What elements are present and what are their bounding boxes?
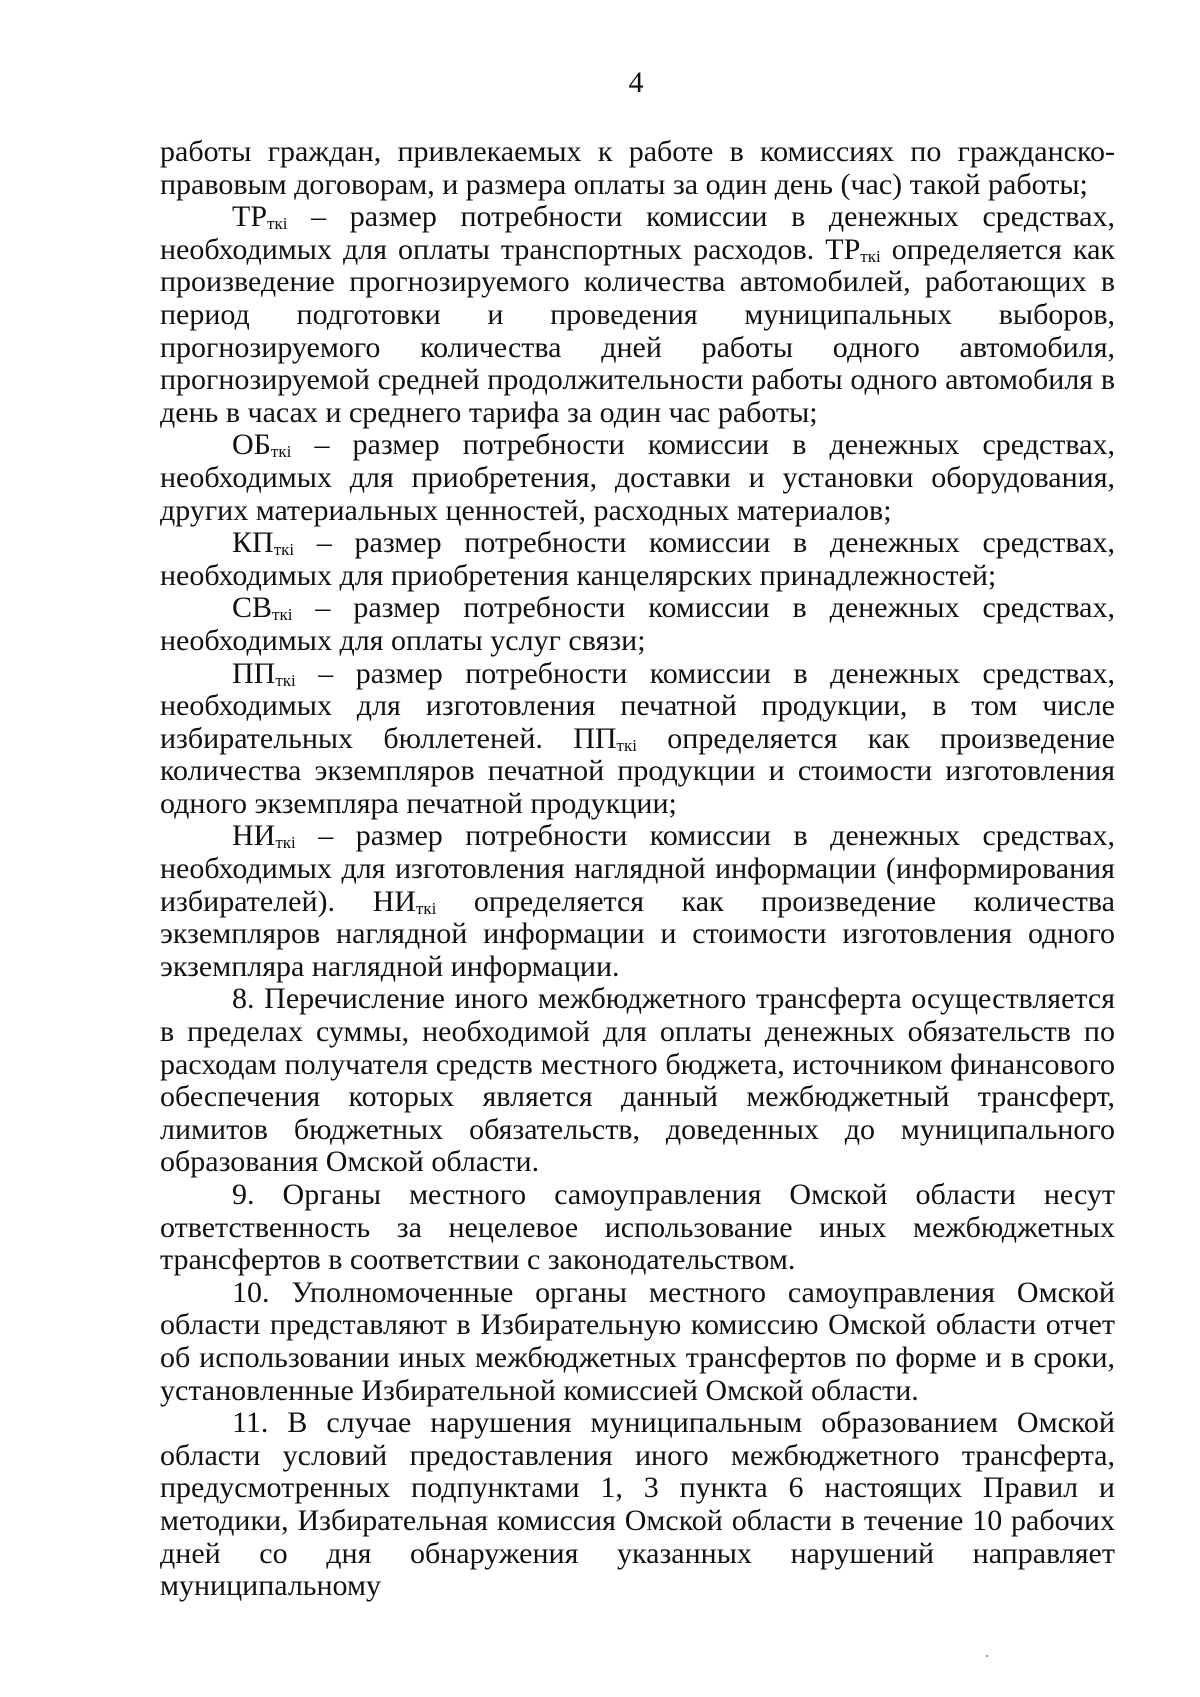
definition-tr: $ТР_{ткі}$ – размер потребности комиссии в денежных средствах, необходимых для оплаты транспортных расходов. $ТР_{ткі}$ определяется как произведение прогнозируемого количества автомобилей, работающих в период подготовки и проведения муниципальных выборов, прогнозируемого количества дней работы одного автомобиля, прогнозируемой средней продолжительности работы одного автомобиля в день в часах и среднего тарифа за один час работы; <box>160 200 1115 429</box>
paragraph-continuation: работы граждан, привлекаемых к работе в комиссиях по гражданско-правовым договорам, и размера оплаты за один день (час) такой работы; <box>160 135 1115 201</box>
definition-kp: $КП_{ткі}$ – размер потребности комиссии в денежных средствах, необходимых для приобретения канцелярских принадлежностей; <box>160 526 1115 592</box>
document-body <box>160 136 1115 1603</box>
definition-ni: $НИ_{ткі}$ – размер потребности комиссии в денежных средствах, необходимых для изготовления наглядной информации (информирования избирателей). $НИ_{ткі}$ определяется как произведение количества экземпляров наглядной информации и стоимости изготовления одного экземпляра наглядной информации. <box>160 819 1115 983</box>
definition-pp: $ПП_{ткі}$ – размер потребности комиссии в денежных средствах, необходимых для изготовления печатной продукции, в том числе избирательных бюллетеней. $ПП_{ткі}$ определяется как произведение количества экземпляров печатной продукции и стоимости изготовления одного экземпляра печатной продукции; <box>160 656 1115 820</box>
clause-10: 10. Уполномоченные органы местного самоуправления Омской области представляют в Избирательную комиссию Омской области отчет об использовании иных межбюджетных трансфертов по форме и в сроки, установленные Избирательной комиссией Омской области. <box>160 1275 1115 1407</box>
clause-9: 9. Органы местного самоуправления Омской области несут ответственность за нецелевое использование иных межбюджетных трансфертов в соответствии с законодательством. <box>160 1178 1115 1277</box>
page-number: 4 <box>628 66 644 99</box>
definition-sv: $СВ_{ткі}$ – размер потребности комиссии в денежных средствах, необходимых для оплаты услуг связи; <box>160 591 1115 657</box>
clause-11: 11. В случае нарушения муниципальным образованием Омской области условий предоставления иного межбюджетного трансферта, предусмотренных подпунктами 1, 3 пункта 6 настоящих Правил и методики, Избирательная комиссия Омской области в течение 10 рабочих дней со дня обнаружения указанных нарушений направляет муниципальному <box>160 1406 1115 1603</box>
definition-ob: $ОБ_{ткі}$ – размер потребности комиссии в денежных средствах, необходимых для приобретения, доставки и установки оборудования, других материальных ценностей, расходных материалов; <box>160 428 1115 527</box>
clause-8: 8. Перечисление иного межбюджетного трансферта осуществляется в пределах суммы, необходимой для оплаты денежных обязательств по расходам получателя средств местного бюджета, источником финансового обеспечения которых является данный межбюджетный трансферт, лимитов бюджетных обязательств, доведенных до муниципального образования Омской области. <box>160 982 1115 1179</box>
scan-speck <box>986 1655 988 1657</box>
